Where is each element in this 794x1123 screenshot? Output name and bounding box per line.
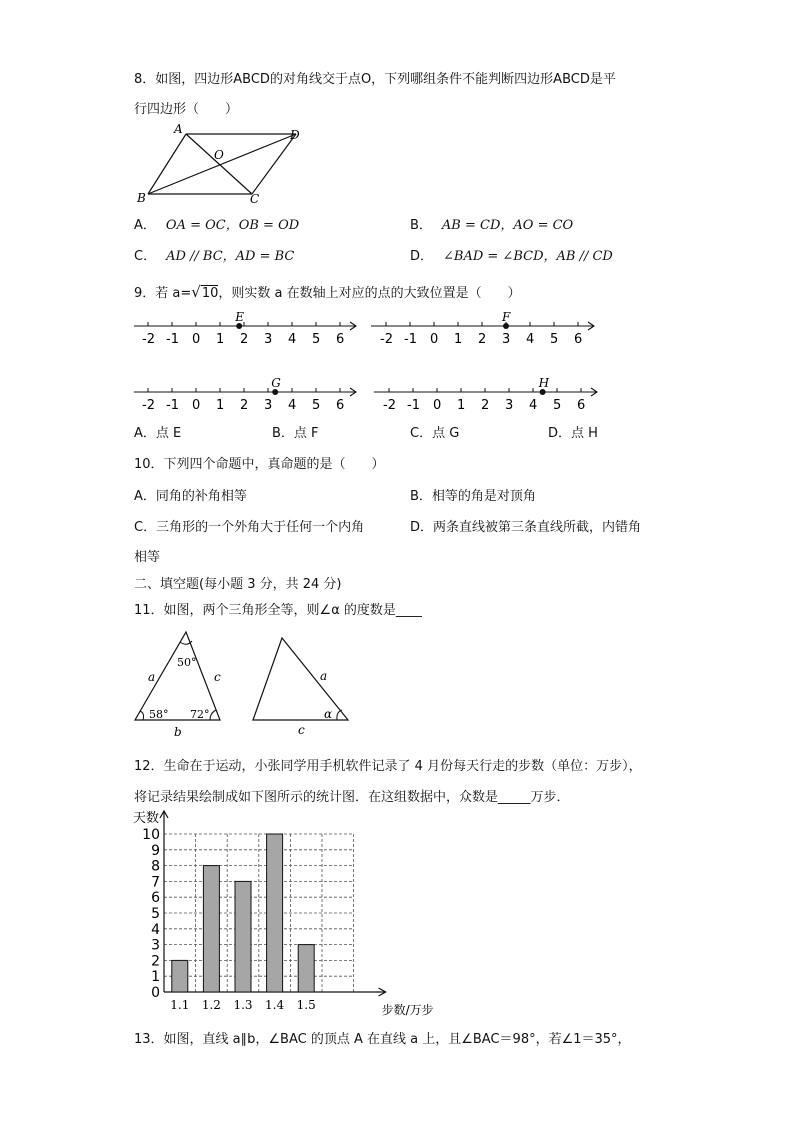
chart-bar: [235, 881, 251, 992]
q10-option-d-line1: D．两条直线被第三条直线所截，内错角: [410, 520, 642, 535]
number-line-tick-label: -2: [380, 332, 393, 347]
tri1-side-c: c: [214, 670, 221, 684]
chart-x-tick-label: 1.2: [201, 998, 221, 1012]
q9-option-b: B．点 F: [272, 426, 319, 441]
q10-option-d-line2: 相等: [134, 550, 161, 565]
q10-option-a: A．同角的补角相等: [134, 489, 247, 504]
number-line-tick-label: 6: [574, 332, 583, 347]
number-line-tick-label: 2: [240, 332, 249, 347]
chart-y-tick-label: 3: [151, 937, 160, 954]
q9-sqrt-radicand: 10: [201, 286, 219, 301]
chart-bar: [267, 834, 283, 992]
tri1-side-a: a: [148, 670, 156, 684]
chart-y-axis-label: 天数: [133, 811, 160, 826]
number-line-tick-label: -2: [142, 332, 155, 347]
q8-label-c: C: [250, 192, 260, 206]
number-line-tick-label: 5: [312, 398, 321, 413]
chart-x-tick-label: 1.4: [265, 998, 285, 1012]
number-line-tick-label: 1: [216, 332, 225, 347]
chart-y-tick-label: 1: [151, 969, 160, 986]
q9-stem: 9．若 a=√10，则实数 a 在数轴上对应的点的大致位置是（ ）: [134, 283, 521, 301]
tri1-angle-right: 72°: [190, 708, 210, 721]
number-line-tick-label: 6: [336, 332, 345, 347]
number-line-tick-label: 5: [312, 332, 321, 347]
q8-option-b: B． AB = CD，AO = CO: [410, 218, 574, 233]
chart-y-tick-label: 9: [151, 842, 160, 859]
chart-bar: [203, 866, 219, 992]
number-line-point-label: F: [502, 310, 511, 324]
q10-option-b: B．相等的角是对顶角: [410, 489, 536, 504]
number-line-tick-label: 4: [529, 398, 538, 413]
chart-y-tick-label: 7: [151, 874, 160, 891]
number-line-tick-label: 2: [481, 398, 490, 413]
number-line-tick-label: 3: [505, 398, 514, 413]
tri2-side-a: a: [320, 669, 328, 683]
number-line-tick-label: 5: [553, 398, 562, 413]
tri1-angle-top: 50°: [177, 656, 197, 669]
q8-label-d: D: [290, 128, 300, 142]
number-line-point-label: G: [271, 376, 281, 390]
chart-bar: [298, 945, 314, 992]
q8-label-o: O: [214, 148, 224, 162]
q11-stem: 11．如图，两个三角形全等，则∠α 的度数是____: [134, 603, 422, 618]
number-line-tick-label: -2: [142, 398, 155, 413]
q8-option-d: D． ∠BAD = ∠BCD，AB // CD: [410, 249, 613, 264]
number-line-tick-label: 3: [264, 332, 273, 347]
chart-x-axis-label: 步数/万步: [381, 1003, 434, 1017]
number-line-tick-label: 4: [526, 332, 535, 347]
q8-parallelogram-figure: [134, 122, 314, 206]
chart-y-tick-label: 5: [151, 906, 160, 922]
q8-stem-line2: 行四边形（ ）: [134, 102, 239, 117]
chart-bar: [172, 960, 188, 992]
number-line-tick-label: -1: [404, 332, 417, 347]
chart-y-tick-label: 10: [142, 827, 160, 843]
number-line-tick-label: 0: [192, 398, 201, 413]
number-line-tick-label: 0: [192, 332, 201, 347]
q13-stem: 13．如图，直线 a∥b，∠BAC 的顶点 A 在直线 a 上，且∠BAC＝98°，若∠1＝35°，: [134, 1032, 631, 1047]
chart-y-tick-label: 8: [151, 858, 160, 875]
section-heading: 二、填空题(每小题 3 分，共 24 分): [134, 577, 342, 592]
number-line-point-label: H: [538, 376, 550, 390]
number-line-tick-label: 3: [502, 332, 511, 347]
q8-label-b: B: [137, 191, 146, 205]
q10-option-c: C．三角形的一个外角大于任何一个内角: [134, 520, 365, 535]
q9-number-lines: [130, 308, 610, 412]
tri2-angle-alpha: α: [324, 707, 333, 721]
chart-x-tick-label: 1.3: [233, 998, 253, 1012]
q9-option-a: A．点 E: [134, 426, 182, 441]
number-line-tick-label: 4: [288, 398, 297, 413]
number-line-tick-label: 0: [433, 398, 442, 413]
number-line-tick-label: 2: [478, 332, 487, 347]
number-line-tick-label: 1: [454, 332, 463, 347]
number-line-tick-label: -1: [166, 398, 179, 413]
number-line-tick-label: 5: [550, 332, 559, 347]
chart-y-tick-label: 6: [151, 890, 160, 907]
chart-x-tick-label: 1.5: [296, 998, 316, 1012]
number-line-tick-label: 1: [457, 398, 466, 413]
q8-label-a: A: [174, 122, 183, 136]
q12-bar-chart: [128, 806, 434, 1018]
tri1-angle-left: 58°: [149, 708, 169, 721]
chart-y-tick-label: 2: [151, 953, 160, 970]
q9-option-c: C．点 G: [410, 426, 460, 441]
q9-option-d: D．点 H: [548, 426, 598, 441]
tri1-side-b: b: [174, 725, 182, 739]
number-line-tick-label: 4: [288, 332, 297, 347]
q8-option-a: A． OA = OC，OB = OD: [134, 218, 300, 233]
number-line-tick-label: 2: [240, 398, 249, 413]
number-line-point-label: E: [235, 310, 244, 324]
q8-option-c: C． AD // BC，AD = BC: [134, 249, 295, 264]
q12-stem-line2: 将记录结果绘制成如下图所示的统计图．在这组数据中，众数是_____万步．: [134, 790, 570, 805]
number-line-tick-label: 3: [264, 398, 273, 413]
number-line-tick-label: 1: [216, 398, 225, 413]
number-line-tick-label: 6: [577, 398, 586, 413]
number-line-tick-label: -2: [383, 398, 396, 413]
chart-x-tick-label: 1.1: [170, 998, 190, 1012]
q10-stem: 10．下列四个命题中，真命题的是（ ）: [134, 457, 385, 472]
tri2-side-c: c: [298, 723, 305, 737]
chart-y-tick-label: 4: [151, 921, 160, 938]
number-line-tick-label: -1: [166, 332, 179, 347]
q8-stem-line1: 8．如图，四边形ABCD的对角线交于点O，下列哪组条件不能判断四边形ABCD是平: [134, 72, 616, 87]
number-line-tick-label: 0: [430, 332, 439, 347]
number-line-tick-label: 6: [336, 398, 345, 413]
q12-stem-line1: 12．生命在于运动，小张同学用手机软件记录了 4 月份每天行走的步数（单位：万步），: [134, 759, 642, 774]
number-line-tick-label: -1: [407, 398, 420, 413]
q11-triangles-figure: [130, 626, 360, 738]
chart-y-tick-label: 0: [151, 985, 160, 1001]
